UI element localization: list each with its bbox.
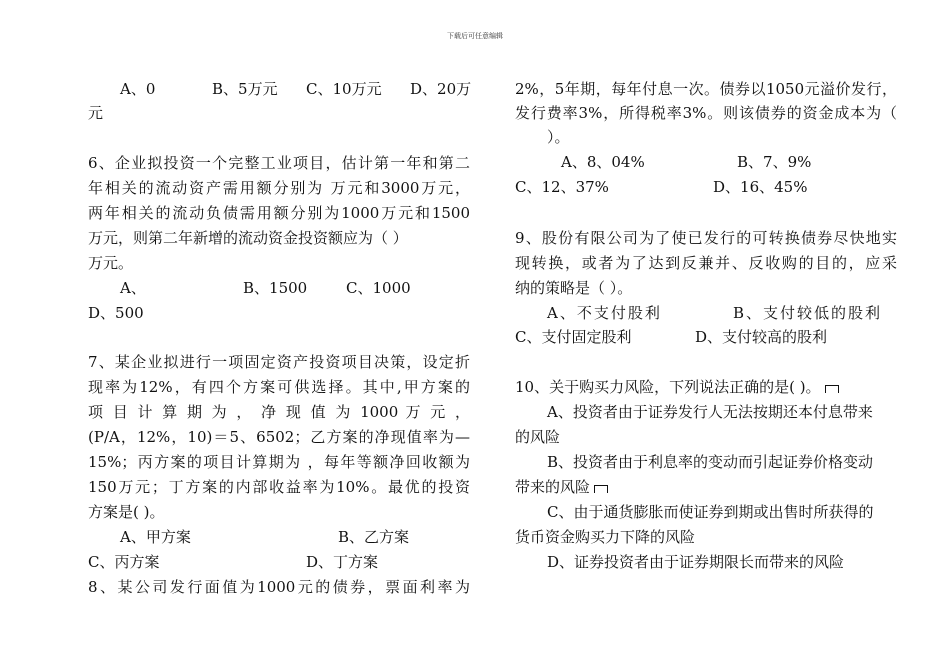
- q9-option-d: D、支付较高的股利: [695, 328, 828, 346]
- q10-option-b-line-2-text: 带来的风险: [515, 478, 591, 496]
- bracket-mark-icon: [825, 385, 839, 393]
- q5-option-b: B、5万元: [212, 80, 278, 98]
- q8-line-1: 8、某公司发行面值为1000元的债券，票面利率为: [88, 578, 470, 596]
- q6-line-2: 年相关的流动资产需用额分别为 万元和3000万元，: [88, 179, 470, 197]
- q8-option-a: A、8、04%: [561, 153, 645, 171]
- q10-option-d: D、证券投资者由于证券期限长而带来的风险: [547, 553, 845, 571]
- q10-option-a-line-2: 的风险: [515, 428, 561, 446]
- q7-line-2: 现率为12%，有四个方案可供选择。其中,甲方案的: [88, 378, 470, 396]
- q7-line-1: 7、某企业拟进行一项固定资产投资项目决策，设定折: [88, 353, 470, 371]
- page-header: 下载后可任意编辑: [447, 32, 503, 40]
- q9-line-2: 现转换，或者为了达到反兼并、反收购的目的，应采: [515, 254, 897, 272]
- q8-line-2: 2%，5年期，每年付息一次。债券以1050元溢价发行，: [515, 80, 897, 98]
- q8-line-3: 发行费率3%，所得税率3%。则该债券的资金成本为（: [515, 104, 897, 122]
- q7-line-5: 15%；丙方案的项目计算期为 ，每年等额净回收额为: [88, 453, 470, 471]
- q8-option-d: D、16、45%: [713, 178, 808, 196]
- q7-option-a: A、甲方案: [120, 528, 191, 546]
- q8-option-b: B、7、9%: [737, 153, 812, 171]
- q9-option-a: A、不支付股利: [547, 304, 662, 322]
- q10-option-c-line-2: 货币资金购买力下降的风险: [515, 528, 696, 546]
- q10-option-b-line-2: [515, 478, 608, 496]
- q6-line-5: 万元。: [88, 254, 134, 272]
- q9-line-1: 9、股份有限公司为了使已发行的可转换债券尽快地实: [515, 229, 897, 247]
- bracket-mark-icon: [594, 485, 608, 493]
- q9-line-3: 纳的策略是（ ）。: [515, 279, 633, 297]
- q9-option-c: C、支付固定股利: [515, 328, 632, 346]
- q7-option-c: C、丙方案: [88, 553, 160, 571]
- q6-option-c: C、1000: [346, 279, 411, 297]
- q10-option-c-line-1: C、由于通货膨胀而使证券到期或出售时所获得的: [547, 503, 874, 521]
- q5-option-d: D、20万: [410, 80, 472, 98]
- q6-line-3: 两年相关的流动负债需用额分别为1000万元和1500: [88, 204, 470, 222]
- q8-line-4: ）。: [547, 128, 570, 146]
- q5-option-a: A、0: [120, 80, 156, 98]
- q10-stem-text: 10、关于购买力风险，下列说法正确的是( )。: [515, 378, 821, 396]
- q8-option-c: C、12、37%: [515, 178, 609, 196]
- q6-option-a: A、: [120, 279, 146, 297]
- q5-option-wrap: 元: [88, 104, 104, 122]
- q7-line-6: 150万元；丁方案的内部收益率为10%。最优的投资: [88, 478, 470, 496]
- q7-line-4: (P/A，12%，10)＝5、6502；乙方案的净现值率为—: [88, 428, 470, 446]
- q6-option-b: B、1500: [243, 279, 308, 297]
- q6-line-4: 万元，则第二年新增的流动资金投资额应为（ ）: [88, 229, 408, 247]
- q10-stem: [515, 378, 839, 396]
- q7-option-d: D、丁方案: [306, 553, 379, 571]
- q7-option-b: B、乙方案: [338, 528, 410, 546]
- q7-line-3: 项 目 计 算 期 为 ， 净 现 值 为 1000 万 元 ，: [88, 403, 470, 421]
- q6-line-1: 6、企业拟投资一个完整工业项目，估计第一年和第二: [88, 154, 470, 172]
- q5-option-c: C、10万元: [306, 80, 382, 98]
- q7-line-7: 方案是( )。: [88, 503, 165, 521]
- q9-option-b: B、支付较低的股利: [733, 304, 883, 322]
- q6-option-d: D、500: [88, 304, 144, 322]
- q10-option-a-line-1: A、投资者由于证券发行人无法按期还本付息带来: [547, 403, 873, 421]
- q10-option-b-line-1: B、投资者由于利息率的变动而引起证券价格变动: [547, 453, 874, 471]
